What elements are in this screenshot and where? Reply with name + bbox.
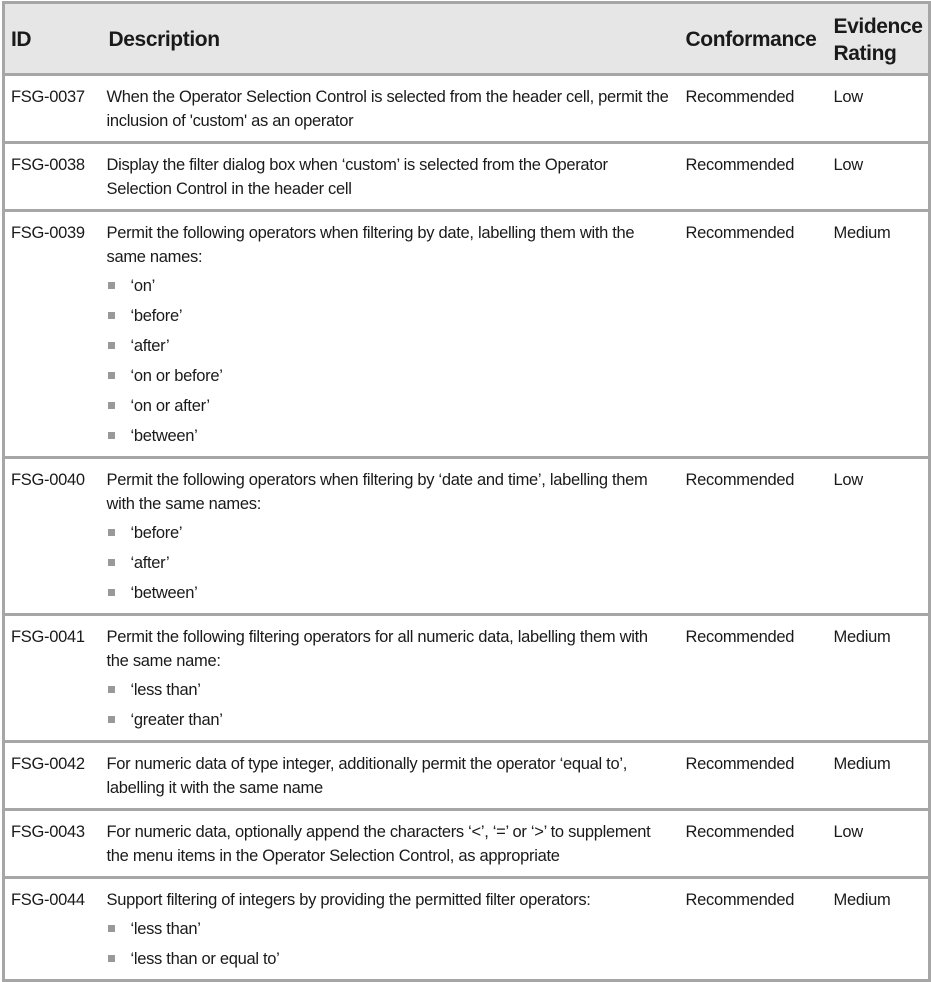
table-header-row: [4, 3, 930, 75]
cell-conformance: Recommended: [680, 742, 828, 810]
operator-label: ‘after’: [130, 337, 170, 355]
operator-label: ‘between’: [130, 427, 198, 445]
operator-list-item: [107, 424, 674, 448]
operator-list-item: [107, 947, 674, 971]
cell-conformance: Recommended: [680, 143, 828, 211]
square-bullet-icon: [108, 529, 115, 536]
cell-conformance: Recommended: [680, 75, 828, 143]
cell-evidence-rating: Low: [828, 75, 930, 143]
table-row: [4, 742, 930, 810]
operator-label: ‘after’: [130, 554, 170, 572]
operator-list-item: [107, 334, 674, 358]
description-text: Permit the following operators when filtering by date, labelling them with the same names:: [106, 224, 635, 266]
table-body: [4, 75, 930, 981]
description-text: For numeric data, optionally append the characters ‘<’, ‘=’ or ‘>’ to supplement the menu items in the Operator Selection Control, as appropriate: [106, 823, 651, 865]
description-text: Display the filter dialog box when ‘custom’ is selected from the Operator Selection Control in the header cell: [106, 156, 608, 198]
operator-label: ‘on or before’: [130, 367, 223, 385]
table-row: [4, 75, 930, 143]
cell-evidence-rating: Low: [828, 143, 930, 211]
description-text: Permit the following filtering operators for all numeric data, labelling them with the same name:: [106, 628, 648, 670]
description-text: Permit the following operators when filtering by ‘date and time’, labelling them with the same names:: [106, 471, 648, 513]
operator-list-item: [107, 364, 674, 388]
header-evidence-rating: Evidence Rating: [828, 3, 930, 75]
square-bullet-icon: [108, 686, 115, 693]
operator-label: ‘less than or equal to’: [130, 950, 280, 968]
cell-description: [103, 143, 680, 211]
description-text: When the Operator Selection Control is selected from the header cell, permit the inclusion of 'custom' as an operator: [106, 88, 669, 130]
cell-description: [103, 211, 680, 458]
table-row: [4, 143, 930, 211]
table-row: [4, 878, 930, 981]
cell-evidence-rating: Medium: [828, 211, 930, 458]
operator-list-item: [107, 551, 674, 575]
operator-label: ‘less than’: [130, 681, 201, 699]
operator-list-item: [107, 581, 674, 605]
guidelines-table-container: [2, 1, 928, 982]
cell-id: FSG-0037: [4, 75, 103, 143]
square-bullet-icon: [108, 955, 115, 962]
square-bullet-icon: [108, 925, 115, 932]
cell-description: [103, 615, 680, 742]
operator-list-item: [107, 304, 674, 328]
cell-evidence-rating: Medium: [828, 878, 930, 981]
square-bullet-icon: [108, 342, 115, 349]
operator-list-item: [107, 274, 674, 298]
square-bullet-icon: [108, 559, 115, 566]
table-row: [4, 458, 930, 615]
operator-label: ‘on’: [130, 277, 155, 295]
operator-list-item: [107, 678, 674, 702]
operator-label: ‘less than’: [130, 920, 201, 938]
operator-label: ‘between’: [130, 584, 198, 602]
table-row: [4, 615, 930, 742]
square-bullet-icon: [108, 716, 115, 723]
cell-evidence-rating: Low: [828, 810, 930, 878]
square-bullet-icon: [108, 402, 115, 409]
operator-list: [107, 521, 674, 605]
operator-label: ‘greater than’: [130, 711, 223, 729]
cell-id: FSG-0044: [4, 878, 103, 981]
cell-description: [103, 742, 680, 810]
cell-description: [103, 458, 680, 615]
operator-label: ‘before’: [130, 524, 183, 542]
square-bullet-icon: [108, 282, 115, 289]
operator-list: [107, 678, 674, 732]
cell-evidence-rating: Medium: [828, 742, 930, 810]
cell-conformance: Recommended: [680, 211, 828, 458]
cell-evidence-rating: Medium: [828, 615, 930, 742]
cell-description: [103, 810, 680, 878]
operator-label: ‘on or after’: [130, 397, 210, 415]
header-conformance: Conformance: [680, 3, 828, 75]
cell-conformance: Recommended: [680, 458, 828, 615]
operator-list-item: [107, 708, 674, 732]
description-text: Support filtering of integers by providing the permitted filter operators:: [106, 891, 591, 909]
square-bullet-icon: [108, 312, 115, 319]
operator-label: ‘before’: [130, 307, 183, 325]
operator-list-item: [107, 917, 674, 941]
cell-id: FSG-0040: [4, 458, 103, 615]
square-bullet-icon: [108, 589, 115, 596]
cell-id: FSG-0038: [4, 143, 103, 211]
cell-description: [103, 75, 680, 143]
table-row: [4, 211, 930, 458]
operator-list-item: [107, 521, 674, 545]
cell-evidence-rating: Low: [828, 458, 930, 615]
operator-list: [107, 917, 674, 971]
cell-conformance: Recommended: [680, 615, 828, 742]
cell-id: FSG-0043: [4, 810, 103, 878]
guidelines-table: [2, 1, 931, 982]
cell-conformance: Recommended: [680, 810, 828, 878]
header-id: ID: [4, 3, 103, 75]
operator-list-item: [107, 394, 674, 418]
square-bullet-icon: [108, 372, 115, 379]
cell-id: FSG-0041: [4, 615, 103, 742]
cell-description: [103, 878, 680, 981]
description-text: For numeric data of type integer, additionally permit the operator ‘equal to’, labelling it with the same name: [106, 755, 627, 797]
table-row: [4, 810, 930, 878]
header-description: Description: [103, 3, 680, 75]
cell-id: FSG-0039: [4, 211, 103, 458]
operator-list: [107, 274, 674, 448]
square-bullet-icon: [108, 432, 115, 439]
cell-id: FSG-0042: [4, 742, 103, 810]
cell-conformance: Recommended: [680, 878, 828, 981]
